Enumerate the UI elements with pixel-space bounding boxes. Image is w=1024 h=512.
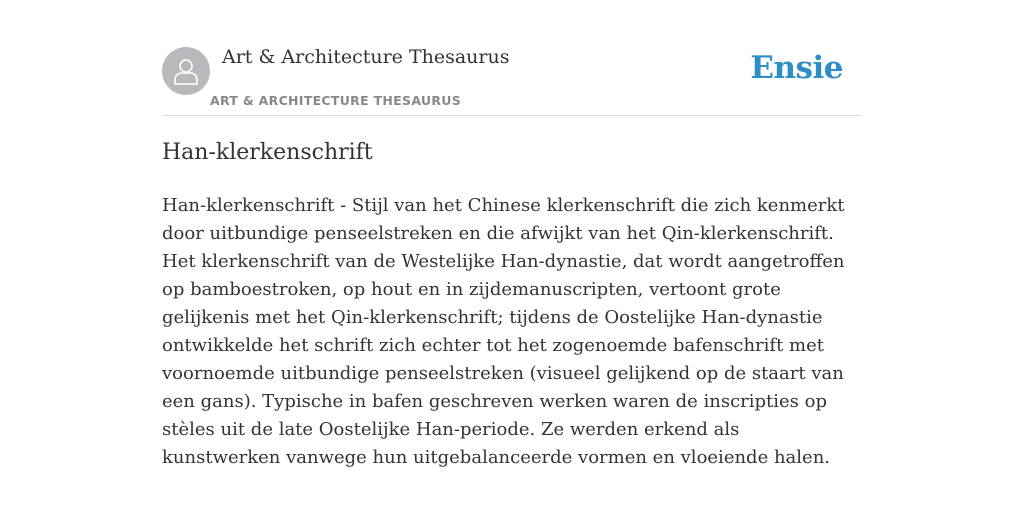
definition-text: Han-klerkenschrift - Stijl van het Chinese klerkenschrift die zich kenmerkt door uitbundige penseelstreken en die afwijkt van het Qin-klerkenschrift. Het klerkenschrift van de Westelijke Han-dynastie, dat wordt aangetroffen op bamboestroken, op hout en in zijdemanuscripten, vertoont grote gelijkenis met het Qin-klerkenschrift; tijdens de Oostelijke Han-dynastie ontwikkelde het schrift zich echter tot het zogenoemde bafenschrift met voornoemde uitbundige penseelstreken (visueel gelijkend op de staart van een gans). Typische in bafen geschreven werken waren de inscripties op stèles uit de late Oostelijke Han-periode. Ze werden erkend als kunstwerken vanwege hun uitgebalanceerde vormen en vloeiende halen. (162, 195, 845, 468)
content-container (162, 0, 862, 468)
source-subtitle: ART & ARCHITECTURE THESAURUS (210, 93, 462, 108)
source-title[interactable]: Art & Architecture Thesaurus (222, 46, 510, 68)
page-header (162, 0, 862, 116)
page-title: Han-klerkenschrift (162, 140, 373, 165)
user-icon (173, 57, 199, 85)
avatar[interactable] (162, 47, 210, 95)
brand-logo[interactable]: Ensie (750, 50, 843, 86)
